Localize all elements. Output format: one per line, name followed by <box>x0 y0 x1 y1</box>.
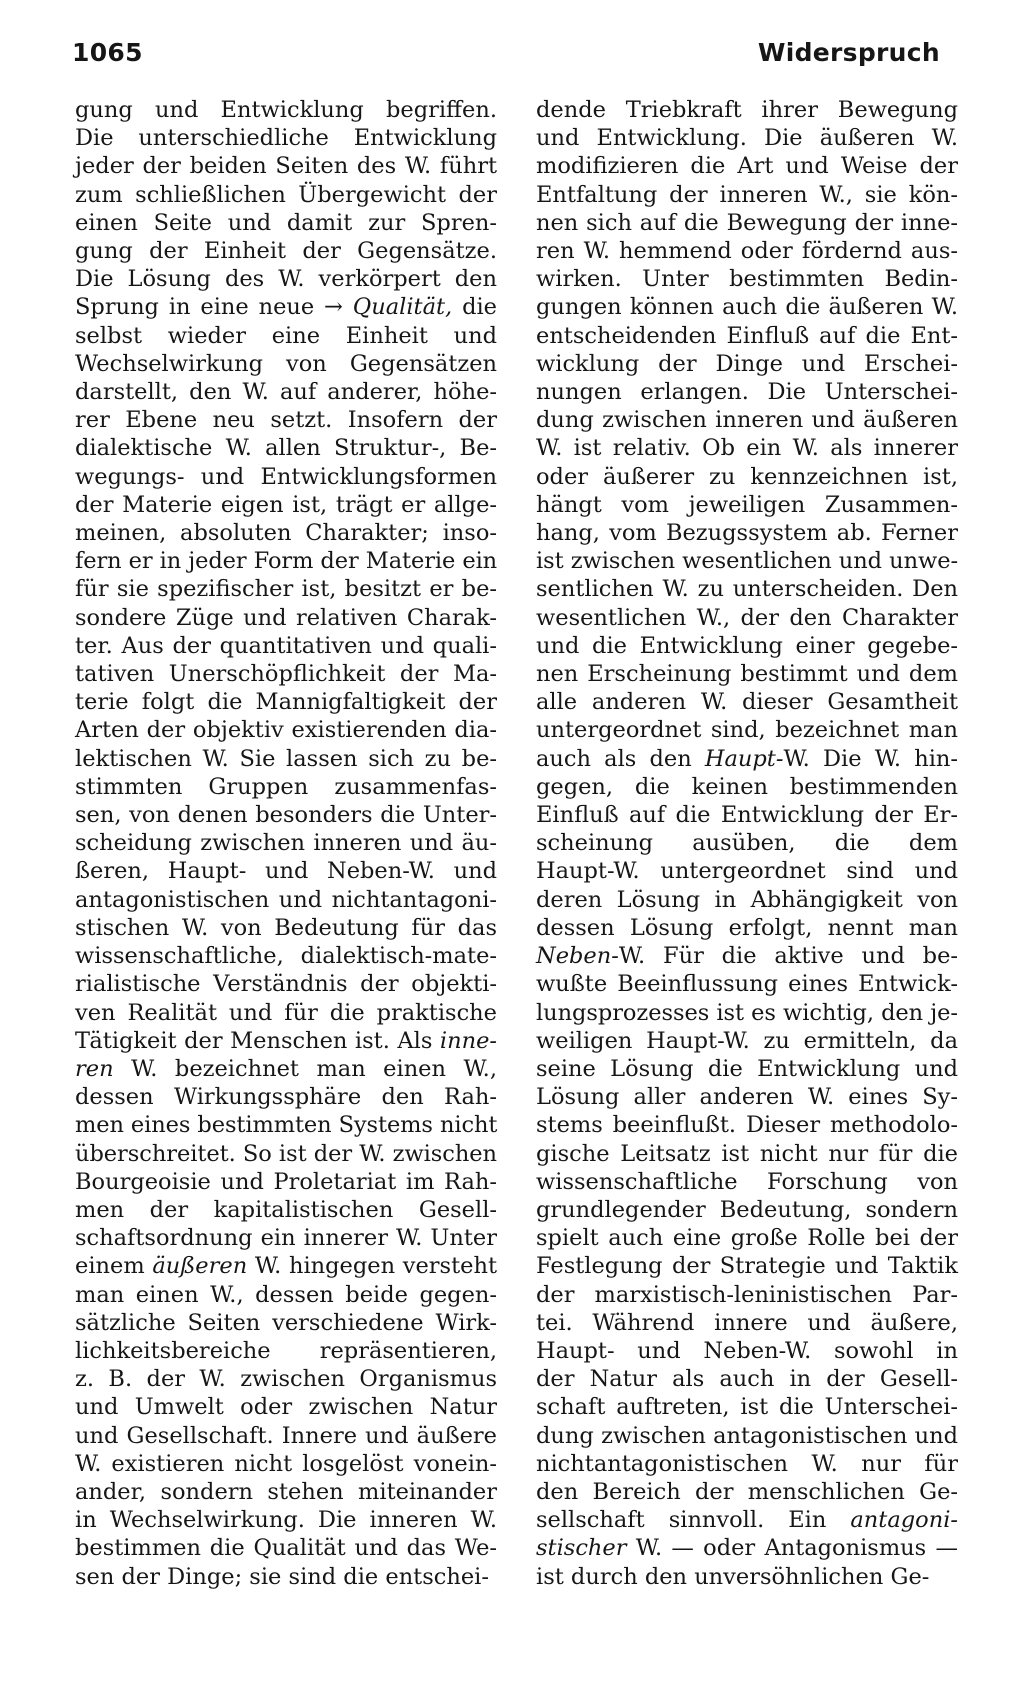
text-line: sentlichen W. zu unterscheiden. Den <box>536 576 958 603</box>
text-line: und die Entwicklung einer gegebe- <box>536 632 958 659</box>
text-line <box>75 293 497 321</box>
text-line: nichtantagonistischen W. nur für <box>536 1450 958 1477</box>
text-line: schaftsordnung ein innerer W. Unter <box>75 1225 497 1252</box>
text-line: gungen können auch die äußeren W. <box>536 294 958 321</box>
text-line: wegungs- und Entwicklungsformen <box>75 463 497 490</box>
text-line: Bourgeoisie und Proletariat im Rah- <box>75 1168 497 1195</box>
text-line: ren W. hemmend oder fördernd aus- <box>536 238 958 265</box>
text-run: Tätigkeit der Menschen ist. Als <box>75 1027 440 1054</box>
text-line: nungen erlangen. Die Unterschei- <box>536 379 958 406</box>
text-line: ter. Aus der quantitativen und quali- <box>75 632 497 659</box>
text-line: gung der Einheit der Gegensätze. <box>75 238 497 265</box>
text-line: scheinung ausüben, die dem <box>536 830 958 857</box>
text-line: tei. Während innere und äußere, <box>536 1309 958 1336</box>
text-line: Lösung aller anderen W. eines Sy- <box>536 1084 958 1111</box>
text-line: ven Realität und für die praktische <box>75 999 497 1026</box>
text-run: W. — oder Antagonismus — <box>626 1535 958 1562</box>
text-run: die <box>452 294 497 321</box>
text-line <box>75 1252 497 1280</box>
text-line: stimmten Gruppen zusammenfas- <box>75 773 497 800</box>
text-line: alle anderen W. dieser Gesamtheit <box>536 689 958 716</box>
text-line: wirken. Unter bestimmten Bedin- <box>536 266 958 293</box>
text-run: W. bezeichnet man einen W., <box>113 1055 497 1082</box>
text-line: stems beeinflußt. Dieser methodolo- <box>536 1112 958 1139</box>
text-line: Wechselwirkung von Gegensätzen <box>75 350 497 377</box>
text-run: sellschaft sinnvoll. Ein <box>536 1507 851 1534</box>
text-line: ander, sondern stehen miteinander <box>75 1478 497 1505</box>
text-line: sätzliche Seiten verschiedene Wirk- <box>75 1309 497 1336</box>
text-line: tativen Unerschöpflichkeit der Ma- <box>75 661 497 688</box>
text-line: gische Leitsatz ist nicht nur für die <box>536 1140 958 1167</box>
text-line: dung zwischen antagonistischen und <box>536 1422 958 1449</box>
text-line: grundlegender Bedeutung, sondern <box>536 1196 958 1223</box>
text-line: sondere Züge und relativen Charak- <box>75 604 497 631</box>
text-line: in Wechselwirkung. Die inneren W. <box>75 1507 497 1534</box>
text-line: und Gesellschaft. Innere und äußere <box>75 1422 497 1449</box>
text-line: sen, von denen besonders die Unter- <box>75 802 497 829</box>
emphasized-term: Neben- <box>536 943 619 970</box>
text-line: Einfluß auf die Entwicklung der Er- <box>536 802 958 829</box>
text-line: Festlegung der Strategie und Taktik <box>536 1253 958 1280</box>
text-line: dung zwischen inneren und äußeren <box>536 407 958 434</box>
text-line: dialektische W. allen Struktur-, Be- <box>75 435 497 462</box>
text-line: W. existieren nicht losgelöst vonein- <box>75 1450 497 1477</box>
text-line: dende Triebkraft ihrer Bewegung <box>536 97 958 123</box>
text-line: entscheidenden Einfluß auf die Ent- <box>536 322 958 349</box>
text-line <box>536 745 958 773</box>
page-number: 1065 <box>72 38 143 67</box>
text-line: und Entwicklung. Die äußeren W. <box>536 125 958 152</box>
text-line: überschreitet. So ist der W. zwischen <box>75 1140 497 1167</box>
text-line: man einen W., dessen beide gegen- <box>75 1281 497 1308</box>
text-run: Sprung in eine neue → <box>75 294 353 321</box>
text-line: men eines bestimmten Systems nicht <box>75 1112 498 1139</box>
text-line: jeder der beiden Seiten des W. führt <box>75 153 497 180</box>
text-line: einen Seite und damit zur Spren- <box>75 209 497 236</box>
text-line: wicklung der Dinge und Erschei- <box>536 350 958 377</box>
text-line: spielt auch eine große Rolle bei der <box>536 1225 958 1252</box>
text-line: Arten der objektiv existierenden dia- <box>75 717 497 744</box>
text-run: einem <box>75 1253 153 1280</box>
text-line: fern er in jeder Form der Materie ein <box>75 548 498 575</box>
text-line: untergeordnet sind, bezeichnet man <box>536 717 958 744</box>
emphasized-term: ren <box>75 1055 114 1082</box>
text-line <box>536 942 958 970</box>
text-line: oder äußerer zu kennzeichnen ist, <box>536 463 958 490</box>
text-line: darstellt, den W. auf anderer, höhe- <box>75 379 497 406</box>
text-line: dessen Wirkungssphäre den Rah- <box>75 1084 497 1111</box>
text-line: wissenschaftliche Forschung von <box>536 1168 958 1195</box>
text-line: hängt vom jeweiligen Zusammen- <box>536 491 958 518</box>
text-line: deren Lösung in Abhängigkeit von <box>536 886 958 913</box>
text-line: der Natur als auch in der Gesell- <box>536 1366 958 1393</box>
text-line: für sie spezifischer ist, besitzt er be- <box>75 576 497 603</box>
text-line: wissenschaftliche, dialektisch-mate- <box>75 943 497 970</box>
text-line: lichkeitsbereiche repräsentieren, <box>75 1337 497 1364</box>
text-line: nen sich auf die Bewegung der inne- <box>536 209 958 236</box>
text-run: W. Die W. hin- <box>783 745 958 772</box>
text-run: W. Für die aktive und be- <box>618 943 958 970</box>
text-line: wesentlichen W., der den Charakter <box>536 604 958 631</box>
emphasized-term: Qualität, <box>352 294 453 321</box>
text-line: weiligen Haupt-W. zu ermitteln, da <box>536 1027 958 1054</box>
text-line: zum schließlichen Übergewicht der <box>75 181 497 208</box>
text-line: Entfaltung der inneren W., sie kön- <box>536 181 958 208</box>
left-text-column <box>75 96 497 1591</box>
text-line: Haupt-W. untergeordnet sind und <box>536 858 958 885</box>
text-line: der marxistisch-leninistischen Par- <box>536 1281 958 1308</box>
text-line: schaft auftreten, ist die Unterschei- <box>536 1394 958 1421</box>
text-line: men der kapitalistischen Gesell- <box>75 1196 497 1223</box>
emphasized-term: antagoni- <box>850 1507 958 1534</box>
text-line <box>536 1506 958 1534</box>
text-line: meinen, absoluten Charakter; inso- <box>75 520 497 547</box>
text-line: stischen W. von Bedeutung für das <box>75 914 497 941</box>
text-line: hang, vom Bezugssystem ab. Ferner <box>536 520 958 547</box>
text-run: W. hingegen versteht <box>247 1253 497 1280</box>
text-line: bestimmen die Qualität und das We- <box>75 1535 497 1562</box>
running-title: Widerspruch <box>757 38 940 67</box>
text-line: gegen, die keinen bestimmenden <box>536 773 958 800</box>
text-line: W. ist relativ. Ob ein W. als innerer <box>536 435 958 462</box>
text-line: rer Ebene neu setzt. Insofern der <box>75 407 497 434</box>
text-line: und Umwelt oder zwischen Natur <box>75 1394 497 1421</box>
text-line: seine Lösung die Entwicklung und <box>536 1055 958 1082</box>
emphasized-term: stischer <box>536 1535 627 1562</box>
text-line: nen Erscheinung bestimmt und dem <box>536 661 958 688</box>
text-line: ist zwischen wesentlichen und unwe- <box>536 548 958 575</box>
text-line <box>75 1027 497 1055</box>
right-text-column <box>536 96 958 1591</box>
text-line: terie folgt die Mannigfaltigkeit der <box>75 689 497 716</box>
text-line: sen der Dinge; sie sind die entschei- <box>75 1563 489 1590</box>
text-line: lungsprozesses ist es wichtig, den je- <box>536 999 958 1026</box>
text-run: auch als den <box>536 745 705 772</box>
text-line: Die Lösung des W. verkörpert den <box>75 266 497 293</box>
text-line: ist durch den unversöhnlichen Ge- <box>536 1563 930 1590</box>
text-line: antagonistischen und nichtantagoni- <box>75 886 497 913</box>
emphasized-term: Haupt- <box>704 745 784 772</box>
text-line: scheidung zwischen inneren und äu- <box>75 830 497 857</box>
text-line <box>536 1534 958 1562</box>
text-line: Die unterschiedliche Entwicklung <box>75 125 497 152</box>
text-line: der Materie eigen ist, trägt er allge- <box>75 491 497 518</box>
text-line: rialistische Verständnis der objekti- <box>75 971 497 998</box>
page-header <box>72 38 940 78</box>
text-line: Haupt- und Neben-W. sowohl in <box>536 1337 958 1364</box>
text-line: lektischen W. Sie lassen sich zu be- <box>75 745 497 772</box>
text-line: selbst wieder eine Einheit und <box>75 322 497 349</box>
text-line <box>75 1055 497 1083</box>
text-line: z. B. der W. zwischen Organismus <box>75 1366 497 1393</box>
emphasized-term: inne- <box>439 1027 497 1054</box>
text-line: wußte Beeinflussung eines Entwick- <box>536 971 958 998</box>
text-line: modifizieren die Art und Weise der <box>536 153 958 180</box>
text-line: dessen Lösung erfolgt, nennt man <box>536 914 958 941</box>
text-line: ßeren, Haupt- und Neben-W. und <box>75 858 497 885</box>
emphasized-term: äußeren <box>152 1253 248 1280</box>
text-line: den Bereich der menschlichen Ge- <box>536 1478 958 1505</box>
text-line: gung und Entwicklung begriffen. <box>75 97 497 123</box>
